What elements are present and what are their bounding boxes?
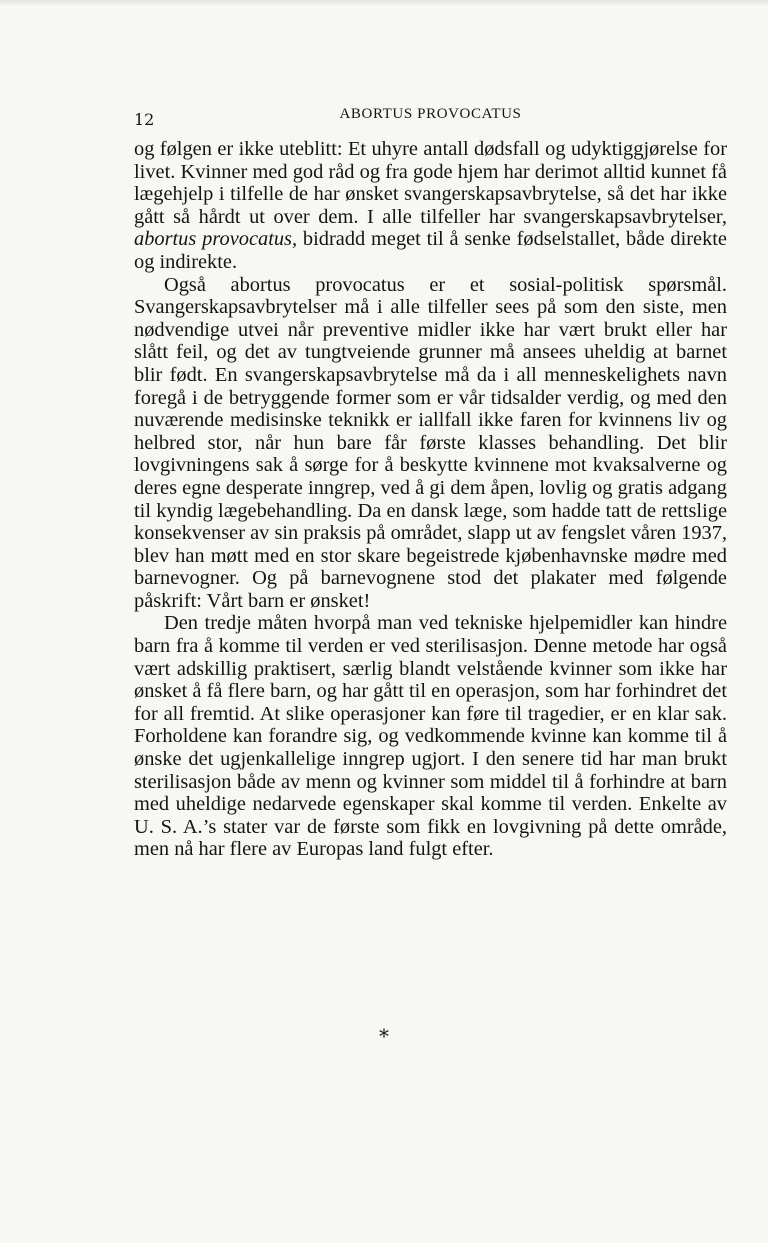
body-text xyxy=(134,138,727,861)
paragraph-2: Også abortus provocatus er et sosial-politisk spørsmål. Svangerskapsavbrytelser må i alle tilfeller sees på som den siste, men nødvendige utvei når preventive midler ikke har vært brukt eller har slått feil, og det av tungtveiende grunner må ansees uheldig at barnet blir født. En svangerskapsavbrytelse må da i all menneskelighets navn foregå i de betryggende former som er vår tidsalder verdig, og med den nuværende medisinske teknikk er iallfall ikke faren for kvinnens liv og helbred stor, når hun bare får første klasses behandling. Det blir lovgivningens sak å sørge for å beskytte kvinnene mot kvaksalverne og deres egne desperate inngrep, ved å gi dem åpen, lovlig og gratis adgang til kyndig lægebehandling. Da en dansk læge, som hadde tatt de rettslige konsekvenser av sin praksis på området, slapp ut av fengslet våren 1937, blev han møtt med en stor skare begeistrede kjøbenhavnske mødre med barnevogner. Og på barnevognene stod det plakater med følgende påskrift: Vårt barn er ønsket! xyxy=(134,273,727,612)
paragraph-3: Den tredje måten hvorpå man ved tekniske hjelpemidler kan hindre barn fra å komme til verden er ved sterilisasjon. Denne metode har også vært adskillig praktisert, særlig blandt velstående kvinner som ikke har ønsket å få flere barn, og har gått til en operasjon, som har forhindret det for all fremtid. At slike operasjoner kan føre til tragedier, er en klar sak. Forholdene kan forandre sig, og vedkommende kvinne kan komme til å ønske det ugjenkallelige inngrep ugjort. I den senere tid har man brukt sterilisasjon både av menn og kvinner som middel til å forhindre at barn med uheldige nedarvede egenskaper skal komme til verden. Enkelte av U. S. A.’s stater var de første som fikk en lovgivning på dette område, men nå har flere av Europas land fulgt efter. xyxy=(134,612,727,861)
paragraph-1-italic-term: abortus provocatus, xyxy=(134,228,298,251)
section-end-asterisk: * xyxy=(379,1024,389,1048)
page-header xyxy=(134,104,727,128)
page-number: 12 xyxy=(134,110,155,129)
running-head: ABORTUS PROVOCATUS xyxy=(339,106,522,122)
page-top-edge xyxy=(0,0,768,6)
paragraph-1-text-end: bidradd meget til å senke fødselstallet, både direkte og indirekte. xyxy=(134,228,727,273)
paragraph-1-text-start: og følgen er ikke uteblitt: Et uhyre antall dødsfall og udyktiggjørelse for livet. Kvinner med god råd og fra gode hjem har derimot alltid kunnet få lægehjelp i tilfelle de har ønsket svangerskapsavbrytelse, så det har ikke gått så hårdt ut over dem. I alle tilfeller har svangerskapsavbrytelser, xyxy=(134,138,727,228)
paragraph-1 xyxy=(134,138,727,274)
